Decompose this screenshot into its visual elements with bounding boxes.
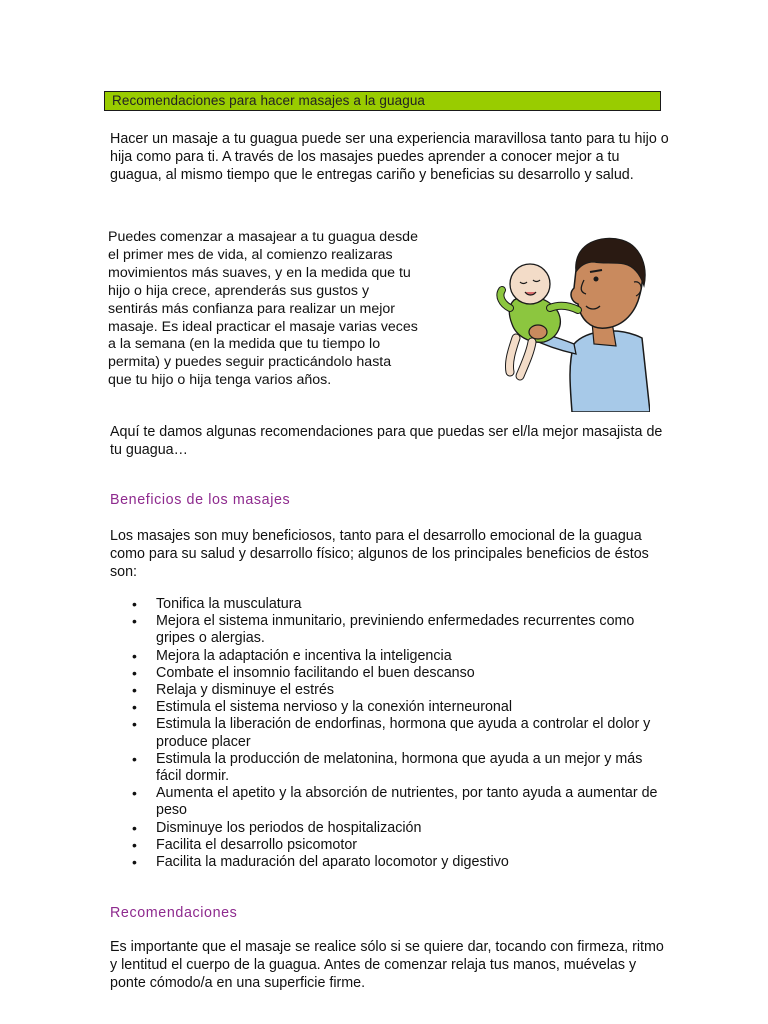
start-line: sentirás más confianza para realizar un mejor: [108, 300, 396, 317]
bullet-icon: •: [132, 819, 137, 836]
list-item: [131, 648, 671, 665]
recommendations-heading: Recomendaciones: [110, 905, 238, 921]
list-item-text: Aumenta el apetito y la absorción de nutrientes, por tanto ayuda a aumentar de peso: [156, 785, 658, 819]
start-line: Puedes comenzar a masajear a tu guagua desde: [108, 229, 418, 245]
list-item-text: Combate el insomnio facilitando el buen descanso: [156, 664, 475, 681]
recommendations-intro-paragraph: Aquí te damos algunas recomendaciones para que puedas ser el/la mejor masajista de tu guagua…: [110, 424, 663, 458]
benefits-heading: Beneficios de los masajes: [110, 492, 291, 508]
benefits-intro-paragraph: Los masajes son muy beneficiosos, tanto para el desarrollo emocional de la guagua como para su salud y desarrollo físico; algunos de los principales beneficios de éstos son:: [110, 528, 649, 580]
title-bar: Recomendaciones para hacer masajes a la guagua: [104, 91, 661, 111]
recommendations-paragraph: Es importante que el masaje se realice sólo si se quiere dar, tocando con firmeza, ritmo y lentitud el cuerpo de la guagua. Antes de comenzar relaja tus manos, muévelas y ponte cómodo/a en una superficie firme.: [110, 939, 664, 991]
bullet-icon: •: [132, 596, 137, 612]
list-item-text: Relaja y disminuye el estrés: [156, 682, 334, 699]
bullet-icon: •: [132, 750, 137, 767]
start-line: movimientos más suaves, y en la medida que tu: [108, 264, 411, 281]
bullet-icon: •: [132, 699, 137, 716]
bullet-icon: •: [132, 785, 137, 802]
list-item-text: Facilita el desarrollo psicomotor: [156, 836, 358, 853]
list-item-text: Estimula el sistema nervioso y la conexión interneuronal: [156, 699, 513, 716]
start-line: el primer mes de vida, al comienzo realizaras: [108, 246, 393, 263]
list-item-text: Disminuye los periodos de hospitalización: [156, 819, 422, 836]
list-item: [131, 854, 671, 871]
list-item: [131, 820, 671, 837]
list-item: [131, 596, 671, 613]
list-item-text: Estimula la liberación de endorfinas, hormona que ayuda a controlar el dolor y produce placer: [156, 716, 651, 750]
start-paragraph: [108, 229, 468, 390]
bullet-icon: •: [132, 664, 137, 681]
list-item: [131, 785, 671, 819]
bullet-icon: •: [132, 647, 137, 664]
list-item: [131, 682, 671, 699]
start-line: a la semana (en la medida que tu tiempo lo: [108, 336, 381, 353]
list-item: [131, 699, 671, 716]
list-item: [131, 665, 671, 682]
bullet-icon: •: [132, 613, 137, 630]
bullet-icon: •: [132, 682, 137, 699]
start-line: hijo o hija crece, aprenderás sus gustos y: [108, 282, 370, 299]
list-item: [131, 613, 671, 647]
list-item-text: Mejora la adaptación e incentiva la inteligencia: [156, 647, 452, 664]
bullet-icon: •: [132, 716, 137, 733]
benefits-list: [131, 596, 671, 871]
start-line: permita) y puedes seguir practicándolo hasta: [108, 354, 392, 371]
start-line: masaje. Es ideal practicar el masaje varias veces: [108, 318, 418, 335]
list-item: [131, 716, 671, 750]
list-item: [131, 837, 671, 854]
list-item-text: Estimula la producción de melatonina, hormona que ayuda a un mejor y más fácil dormir.: [156, 750, 643, 785]
father-holding-baby-illustration: [494, 226, 650, 412]
list-item-text: Tonifica la musculatura: [156, 596, 302, 612]
bullet-icon: •: [132, 836, 137, 853]
start-line: que tu hijo o hija tenga varios años.: [108, 372, 332, 389]
bullet-icon: •: [132, 854, 137, 871]
intro-paragraph: Hacer un masaje a tu guagua puede ser una experiencia maravillosa tanto para tu hijo o hija como para ti. A través de los masajes puedes aprender a conocer mejor a tu guagua, al mismo tiempo que le entregas cariño y beneficias su desarrollo y salud.: [110, 131, 669, 183]
list-item-text: Mejora el sistema inmunitario, previniendo enfermedades recurrentes como gripes o alergias.: [156, 613, 635, 647]
list-item: [131, 751, 671, 785]
list-item-text: Facilita la maduración del aparato locomotor y digestivo: [156, 854, 509, 871]
